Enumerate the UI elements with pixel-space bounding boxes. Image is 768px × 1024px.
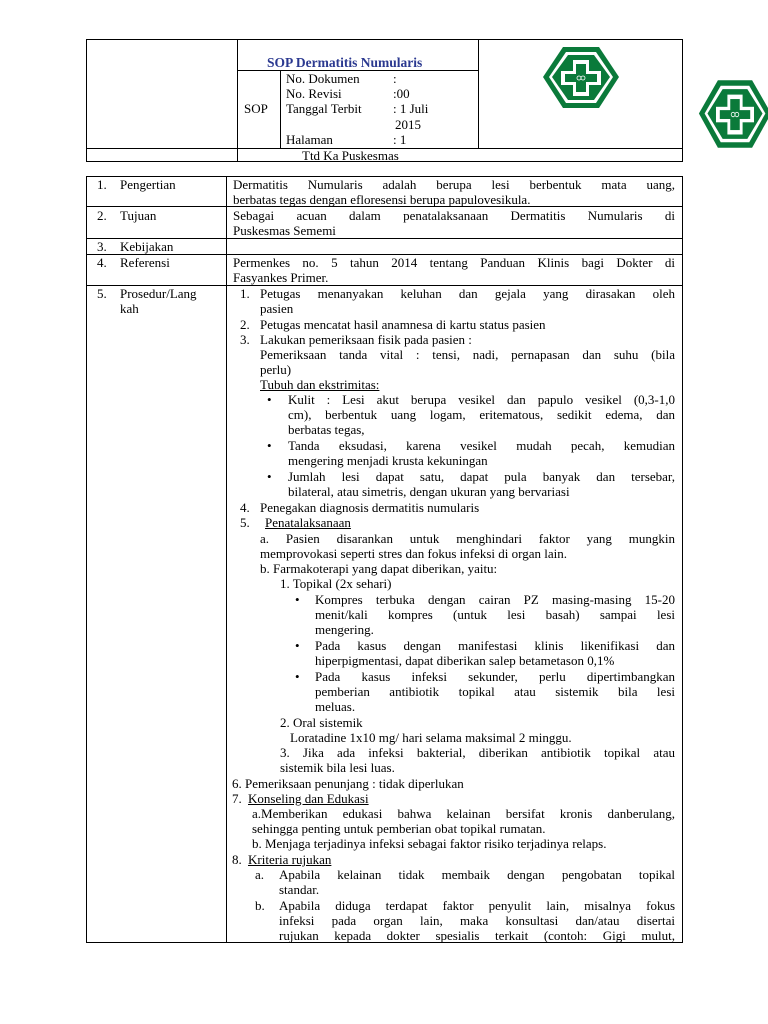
bullet-item: Kulit : Lesi akut berupa vesikel dan papulo vesikel (0,3-1,0 <box>288 392 675 407</box>
table-row-rule <box>86 238 683 239</box>
bullet-item: pemberian antibiotik topikal atau sistemik bila lesi <box>315 684 675 699</box>
section-label: Referensi <box>120 255 170 270</box>
list-item: sehingga penting untuk pemberian obat topikal rumatan. <box>252 821 546 836</box>
bullet-icon: • <box>295 592 300 607</box>
page-label: Halaman <box>286 132 333 147</box>
issue-date-label: Tanggal Terbit <box>286 101 362 116</box>
subheading: Kriteria rujukan <box>248 852 332 867</box>
list-item: Loratadine 1x10 mg/ hari selama maksimal 2 minggu. <box>290 730 572 745</box>
definition-text: berbatas tegas dengan efloresensi berupa papulovesikula. <box>233 192 531 207</box>
bullet-item: bilateral, atau simetris, dengan ukuran yang bervariasi <box>288 484 570 499</box>
list-number: 1. <box>240 286 250 301</box>
revision-value: :00 <box>393 86 410 101</box>
list-number: 4. <box>240 500 250 515</box>
sop-label: SOP <box>244 101 268 116</box>
purpose-text: Puskesmas Sememi <box>233 223 336 238</box>
bullet-item: Pada kasus infeksi sekunder, perlu dipertimbangkan <box>315 669 675 684</box>
section-number: 2. <box>97 208 107 223</box>
bullet-item: meluas. <box>315 699 356 714</box>
bullet-item: hiperpigmentasi, dapat diberikan salep betametason 0,1% <box>315 653 615 668</box>
list-item: Apabila diduga terdapat faktor penyulit lain, misalnya fokus <box>279 898 675 913</box>
revision-label: No. Revisi <box>286 86 342 101</box>
puskesmas-logo-icon <box>697 78 768 150</box>
bullet-item: mengering. <box>315 622 374 637</box>
section-number: 3. <box>97 239 107 254</box>
header-divider <box>478 39 479 148</box>
section-label: Tujuan <box>120 208 157 223</box>
bullet-item: Tanda eksudasi, karena vesikel mudah pecah, kemudian <box>288 438 675 453</box>
subheading: Konseling dan Edukasi <box>248 791 369 806</box>
section-number: 1. <box>97 177 107 192</box>
bullet-icon: • <box>267 469 272 484</box>
table-column-divider <box>226 176 227 943</box>
bullet-item: berbatas tegas, <box>288 422 365 437</box>
puskesmas-logo-icon <box>541 45 621 110</box>
list-item: memprovokasi seperti stres dan fokus infeksi di organ lain. <box>260 546 568 561</box>
section-label: Prosedur/Lang <box>120 286 197 301</box>
list-item: infeksi pada organ lain, maka konsultasi dan/atau disertai <box>279 913 675 928</box>
page-value: : 1 <box>393 132 407 147</box>
doc-number-label: No. Dokumen <box>286 71 360 86</box>
section-label: Kebijakan <box>120 239 174 254</box>
signature-label: Ttd Ka Puskesmas <box>302 148 399 163</box>
purpose-text: Sebagai acuan dalam penatalaksanaan Dermatitis Numularis di <box>233 208 675 223</box>
list-number: 7. <box>232 791 242 806</box>
list-number: a. <box>255 867 265 882</box>
list-number: 5. <box>240 515 250 530</box>
list-item: Petugas menanyakan keluhan dan gejala yang dirasakan oleh <box>260 286 675 301</box>
reference-text: Fasyankes Primer. <box>233 270 329 285</box>
issue-date-value: : 1 Juli <box>393 101 429 116</box>
list-item: Apabila kelainan tidak membaik dengan pengobatan topikal <box>279 867 675 882</box>
list-item: 2. Oral sistemik <box>280 715 363 730</box>
list-number: 2. <box>240 317 250 332</box>
bullet-icon: • <box>295 638 300 653</box>
doc-number-value: : <box>393 71 397 86</box>
header-divider <box>237 39 238 162</box>
list-item: sistemik bila lesi luas. <box>280 760 395 775</box>
list-item: b. Menjaga terjadinya infeksi sebagai faktor risiko terjadinya relaps. <box>252 836 607 851</box>
list-item: pasien <box>260 301 294 316</box>
list-item: Pemeriksaan tanda vital : tensi, nadi, pernapasan dan suhu (bila <box>260 347 675 362</box>
list-item: rujukan kepada dokter spesialis terkait (contoh: Gigi mulut, <box>279 928 675 943</box>
list-item: standar. <box>279 882 320 897</box>
definition-text: Dermatitis Numularis adalah berupa lesi berbentuk mata uang, <box>233 177 675 192</box>
list-item: 1. Topikal (2x sehari) <box>280 576 392 591</box>
list-item: 3. Jika ada infeksi bakterial, diberikan antibiotik topikal atau <box>280 745 675 760</box>
list-item: Lakukan pemeriksaan fisik pada pasien : <box>260 332 472 347</box>
list-item: Petugas mencatat hasil anamnesa di kartu status pasien <box>260 317 546 332</box>
list-item: perlu) <box>260 362 292 377</box>
bullet-icon: • <box>267 438 272 453</box>
bullet-item: mengering menjadi krusta kekuningan <box>288 453 488 468</box>
section-number: 4. <box>97 255 107 270</box>
list-number: 8. <box>232 852 242 867</box>
bullet-item: Jumlah lesi dapat satu, dapat pula banyak dan tersebar, <box>288 469 675 484</box>
list-item: a. Pasien disarankan untuk menghindari faktor yang mungkin <box>260 531 675 546</box>
list-number: 3. <box>240 332 250 347</box>
list-item: a.Memberikan edukasi bahwa kelainan bersifat kronis danberulang, <box>252 806 675 821</box>
page-title: SOP Dermatitis Numularis <box>267 55 423 70</box>
bullet-item: Pada kasus dengan manifestasi klinis likenifikasi dan <box>315 638 675 653</box>
section-label: kah <box>120 301 139 316</box>
list-item: 6. Pemeriksaan penunjang : tidak diperlukan <box>232 776 464 791</box>
bullet-icon: • <box>295 669 300 684</box>
subheading: Penatalaksanaan <box>265 515 351 530</box>
list-item: b. Farmakoterapi yang dapat diberikan, yaitu: <box>260 561 498 576</box>
section-number: 5. <box>97 286 107 301</box>
reference-text: Permenkes no. 5 tahun 2014 tentang Panduan Klinis bagi Dokter di <box>233 255 675 270</box>
header-divider <box>280 70 281 148</box>
issue-year-value: 2015 <box>395 117 421 132</box>
subheading: Tubuh dan ekstrimitas: <box>260 377 380 392</box>
bullet-item: Kompres terbuka dengan cairan PZ masing-masing 15-20 <box>315 592 675 607</box>
list-item: Penegakan diagnosis dermatitis numularis <box>260 500 480 515</box>
section-label: Pengertian <box>120 177 176 192</box>
bullet-icon: • <box>267 392 272 407</box>
bullet-item: menit/kali kompres (untuk lesi basah) sampai lesi <box>315 607 675 622</box>
bullet-item: cm), berbentuk uang logam, eritematous, sedikit edema, dan <box>288 407 675 422</box>
list-number: b. <box>255 898 265 913</box>
